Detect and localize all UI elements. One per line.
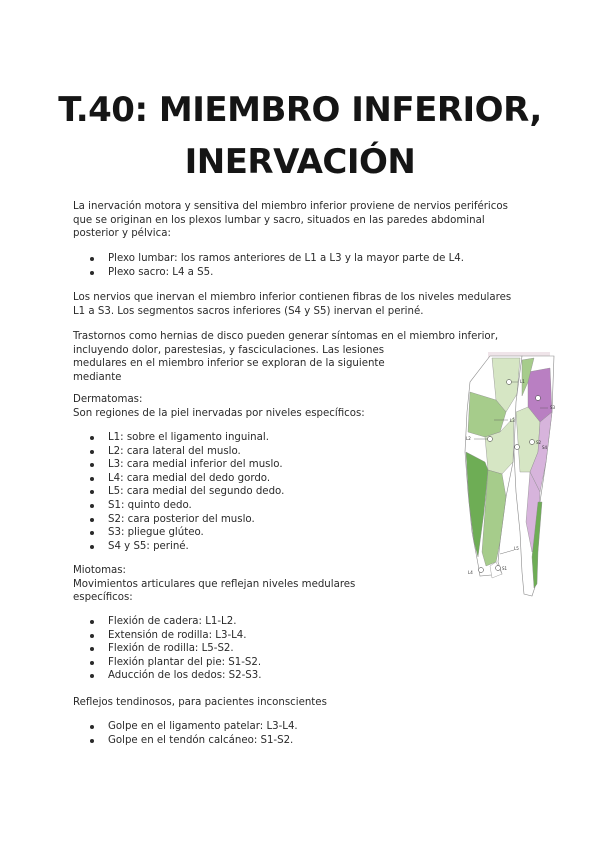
miotomas-list	[73, 615, 261, 683]
bullet-icon	[90, 739, 94, 743]
bullet-icon	[90, 490, 94, 494]
bullet-icon	[90, 661, 94, 665]
reflejos-heading: Reflejos tendinosos, para pacientes inconscientes	[73, 697, 327, 708]
trastornos-line-1: Trastornos como hernias de disco pueden generar síntomas en el miembro inferior,	[73, 331, 499, 342]
fibras-line-1: Los nervios que inervan el miembro inferior contienen fibras de los niveles medulares	[73, 292, 512, 303]
intro-line-1: La inervación motora y sensitiva del miembro inferior proviene de nervios periféricos	[73, 201, 508, 212]
bullet-icon	[90, 257, 94, 261]
bullet-icon	[90, 634, 94, 638]
list-item: S1: quinto dedo.	[73, 499, 284, 513]
marker-s3-icon	[536, 396, 541, 401]
list-item: L3: cara medial inferior del muslo.	[73, 458, 284, 472]
page-title	[0, 84, 600, 188]
label-s3: S3	[550, 405, 556, 410]
trastornos-line-4: mediante	[73, 371, 122, 383]
list-item: Extensión de rodilla: L3-L4.	[73, 629, 261, 643]
list-item: Golpe en el ligamento patelar: L3-L4.	[73, 720, 298, 734]
list-item: L1: sobre el ligamento inguinal.	[73, 431, 284, 445]
bullet-icon	[90, 531, 94, 535]
dermatome-diagram	[410, 352, 560, 602]
bullet-icon	[90, 271, 94, 275]
dermatome-figure	[410, 352, 560, 602]
list-item: Plexo sacro: L4 a S5.	[73, 266, 464, 280]
bullet-icon	[90, 545, 94, 549]
dermatomas-desc: Son regiones de la piel inervadas por niveles específicos:	[73, 407, 365, 419]
bullet-icon	[90, 518, 94, 522]
marker-l1-icon	[507, 380, 512, 385]
intro-line-2: que se originan en los plexos lumbar y sacro, situados en las paredes abdominal	[73, 214, 485, 226]
list-item: S3: pliegue glúteo.	[73, 526, 284, 540]
label-l5: L5	[514, 546, 519, 551]
list-item: S4 y S5: periné.	[73, 540, 284, 554]
bullet-icon	[90, 504, 94, 508]
label-l4: L4	[468, 570, 473, 575]
miotomas-heading: Miotomas:	[73, 565, 126, 576]
marker-l4-icon	[479, 568, 484, 573]
label-s2: S2	[536, 440, 542, 445]
list-item: Flexión de rodilla: L5-S2.	[73, 642, 261, 656]
label-l1: L1	[520, 379, 525, 384]
trastornos-line-2: incluyendo dolor, parestesias, y fasciculaciones. Las lesiones	[73, 344, 385, 356]
leader-line	[500, 550, 514, 554]
dermatomas-heading: Dermatomas:	[73, 394, 143, 405]
plexos-list	[73, 252, 464, 279]
marker-s2-icon	[530, 440, 535, 445]
bullet-icon	[90, 450, 94, 454]
list-item: L2: cara lateral del muslo.	[73, 445, 284, 459]
label-l2: L2	[466, 436, 471, 441]
list-item: Flexión de cadera: L1-L2.	[73, 615, 261, 629]
marker-s1-icon	[496, 566, 501, 571]
title-line-1: T.40: MIEMBRO INFERIOR,	[58, 90, 542, 130]
label-l3: L3	[510, 418, 515, 423]
label-s1: S1	[502, 566, 508, 571]
bullet-icon	[90, 725, 94, 729]
fibras-line-2: L1 a S3. Los segmentos sacros inferiores (S4 y S5) inervan el periné.	[73, 305, 424, 317]
miotomas-desc-2: específicos:	[73, 592, 133, 604]
title-line-2: INERVACIÓN	[184, 142, 416, 182]
trastornos-line-3: medulares en el miembro inferior se exploran de la siguiente	[73, 358, 385, 370]
list-item: Flexión plantar del pie: S1-S2.	[73, 656, 261, 670]
label-s4: S4	[542, 445, 548, 450]
bullet-icon	[90, 620, 94, 624]
bullet-icon	[90, 463, 94, 467]
list-item: L5: cara medial del segundo dedo.	[73, 485, 284, 499]
miotomas-desc-1: Movimientos articulares que reflejan niveles medulares	[73, 578, 356, 590]
intro-line-3: posterior y pélvica:	[73, 228, 171, 240]
bullet-icon	[90, 436, 94, 440]
marker-s4-icon	[515, 445, 520, 450]
dermatomas-list	[73, 431, 284, 553]
list-item: Aducción de los dedos: S2-S3.	[73, 669, 261, 683]
bullet-icon	[90, 647, 94, 651]
list-item: Plexo lumbar: los ramos anteriores de L1 a L3 y la mayor parte de L4.	[73, 252, 464, 266]
list-item: S2: cara posterior del muslo.	[73, 513, 284, 527]
list-item: Golpe en el tendón calcáneo: S1-S2.	[73, 734, 298, 748]
marker-l2-icon	[488, 437, 493, 442]
reflejos-list	[73, 720, 298, 747]
bullet-icon	[90, 477, 94, 481]
list-item: L4: cara medial del dedo gordo.	[73, 472, 284, 486]
bullet-icon	[90, 674, 94, 678]
